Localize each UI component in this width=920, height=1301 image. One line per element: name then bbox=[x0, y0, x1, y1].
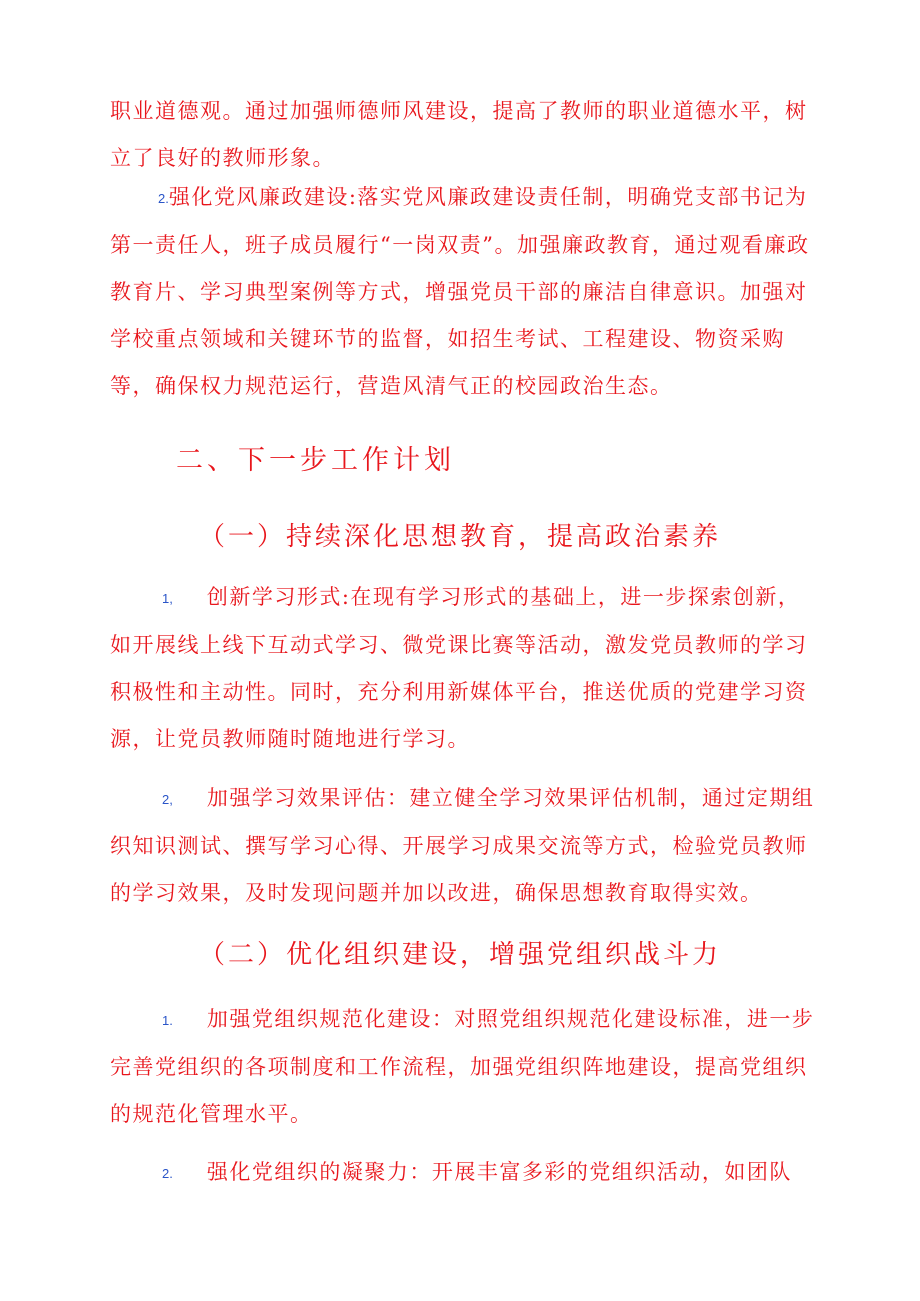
paragraph-text: 职业道德观。通过加强师德师风建设，提高了教师的职业道德水平，树立了良好的教师形象。 bbox=[110, 99, 808, 170]
item-text: 强化党组织的凝聚力：开展丰富多彩的党组织活动，如团队 bbox=[206, 1160, 792, 1184]
paragraph-party-integrity bbox=[110, 174, 822, 410]
list-item-org-cohesion bbox=[110, 1149, 822, 1197]
item-text: 加强学习效果评估：建立健全学习效果评估机制，通过定期组织知识测试、撰写学习心得、开展学习成果交流等方式，检验党员教师的学习效果，及时发现问题并加以改进，确保思想教育取得实效。 bbox=[110, 786, 815, 905]
list-item-org-standardization bbox=[110, 996, 822, 1138]
subsection-heading-organization: （二）优化组织建设，增强党组织战斗力 bbox=[198, 940, 721, 970]
paragraph-text: 强化党风廉政建设:落实党风廉政建设责任制，明确党支部书记为第一责任人，班子成员履行“一岗双责”。加强廉政教育，通过观看廉政教育片、学习典型案例等方式，增强党员干部的廉洁自律意识。加强对学校重点领域和关键环节的监督，如招生考试、工程建设、物资采购等，确保权力规范运行，营造风清气正的校园政治生态。 bbox=[110, 185, 810, 398]
item-text: 创新学习形式:在现有学习形式的基础上，进一步探索创新，如开展线上线下互动式学习、微党课比赛等活动，激发党员教师的学习积极性和主动性。同时，充分利用新媒体平台，推送优质的党建学习资源，让党员教师随时随地进行学习。 bbox=[110, 585, 808, 751]
subsection-heading-ideology: （一）持续深化思想教育，提高政治素养 bbox=[198, 522, 721, 552]
item-number: 2. bbox=[158, 191, 169, 206]
list-item-learning-evaluation bbox=[110, 775, 822, 917]
item-number: 2, bbox=[162, 792, 173, 807]
section-heading-next-plan: 二、下一步工作计划 bbox=[176, 445, 455, 476]
paragraph-teacher-ethics bbox=[110, 88, 822, 182]
item-number: 1. bbox=[162, 1013, 173, 1028]
list-item-learning-forms bbox=[110, 574, 822, 763]
item-number: 2. bbox=[162, 1166, 173, 1181]
item-number: 1, bbox=[162, 591, 173, 606]
item-text: 加强党组织规范化建设：对照党组织规范化建设标准，进一步完善党组织的各项制度和工作流程，加强党组织阵地建设，提高党组织的规范化管理水平。 bbox=[110, 1007, 815, 1126]
